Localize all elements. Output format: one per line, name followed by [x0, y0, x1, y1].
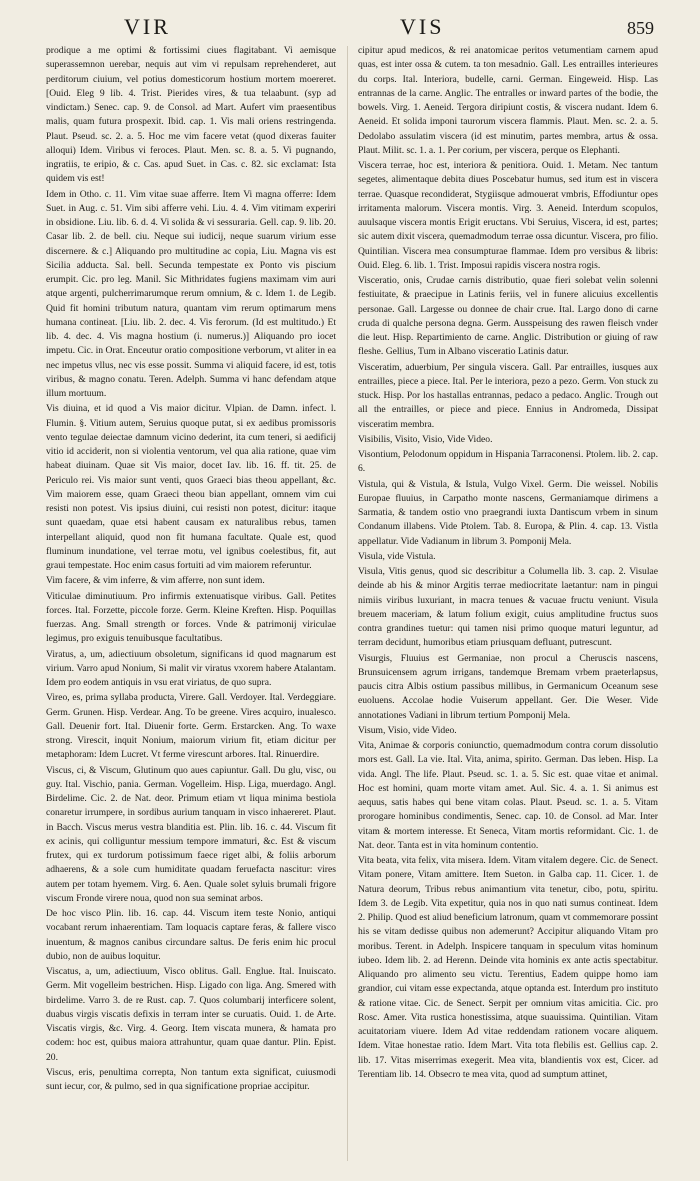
left-text-column	[46, 44, 336, 1169]
header-right-catchword: VIS	[400, 14, 445, 39]
dictionary-entry: Viscus, eris, penultima correpta, Non tantum exta significat, cuiusmodi sunt iecur, cor, & pulmo, sed in qua significatione propriae accipitur.	[46, 1066, 336, 1092]
dictionary-entry: Idem in Otho. c. 11. Vim vitae suae afferre. Item Vi magna offerre: Idem Suet. in Aug. c. 51. Vim sibi afferre vehi. Liu. 4. 4. Vim vitimam experiri in obsidione. Liu. lib. 6. d. 4. Vi solida & vi sessuraria. Gell. cap. 9. lib. 20. Casar lib. 2. de bell. ciu. Neque sui iudicij, neque suarum virium esse discernere. & c.] Aliquando pro multitudine ac copia, Liu. Magna vis est Sicilia adducta. Sal. bell. Secunda tempestate ex Ponto vis piscium erumpit. Cic. pro leg. Manil. Sic Mithridates fugiens maximam vim auri atque argenti, pulcherrimarumque rerum omnium, & c. Idem 1. de Legib. Quid fit homini tributum natura, quantam vim rerum optimarum mens humana contineat. [Liu. lib. 2. dec. 4. Vis ferorum. (Id est multitudo.) Et lib. 4. dec. 4. Vis magna hostium (i. numerus.)] Aliquando pro iocet impetu. Cic. in Orat. Enceutur oratio compositione verborum, vt aliter in ea nec impetus vllus, nec vis esse possit. Summa vi aliquid facere, id est, totis viribus, & magno conatu. Teren. Adelph. Summa vi hanc defendam atque illum mortuum.	[46, 188, 336, 399]
dictionary-entry: Vis diuina, et id quod a Vis maior dicitur. Vlpian. de Damn. infect. l. Flumin. §. Vitium autem, Seruius quoque putat, si ex aedibus promissoris vento tegulae deiectae damnum vicino dederint, ita cum teneri, si aedificij vitio id acciderit, non si violentia ventorum, vel qua alia ratione, quae vim habeat diuinam. Quae sit Vis maior, docet Iav. lib. 16. ff. tit. 25. de Periculo rei. Vis maior sunt venti, quos Graeci bias theou appellant, &c. Vim maiorem esse, quam Graeci theou bian appellant, omnem vim cui resisti non potest. Vis ipsius diuini, cui resisti non potest, dicitur: itaque sunt quaedam, quae etsi habent causam ex naturalibus rebus, tamen interpellant aliquid, quod non fit humana facultate. Quale est, quod fluminum inundatione, vel terrae motu, vel ignibus coelestibus, fit, aut graui tempestate. Hoc enim casus fortuiti ad vim maiorem referuntur.	[46, 403, 336, 571]
dictionary-entry: Visceratio, onis, Crudae carnis distributio, quae fieri solebat velin solenni festiuitate, & praecipue in Latinis feriis, vel in funere alicuius excellentis personae. Gall. Largesse ou donnee de chair crue. Ital. Largo dono di carne cruda di qualche persona degna. Germ. Ausspeisung des rawen fleisch vnder die leut. Hisp. Repartimiento de carne. Anglic. Distribution or giuing of raw fleshe. Gellius, Tum in Albano visceratio Latinis datur.	[358, 275, 658, 358]
dictionary-entry: Visurgis, Fluuius est Germaniae, non procul a Cheruscis nascens, Brunsuicensem agrum irrigans, tandemque Bremam vrbem praeterlapsus, paucis citra Albis ostium passibus millibus, in Germanicum Oceanum sese euoluens. Accolae hodie Vuiserum appellant. Ger. Die Weser. Vide annotationes Vadiani in librum tertium Pomponij Mela.	[358, 652, 658, 721]
dictionary-entry: Visibilis, Visito, Visio, Vide Video.	[358, 433, 493, 445]
column-divider	[347, 46, 348, 1161]
dictionary-entry: Vistula, qui & Vistula, & Istula, Vulgo Vixel. Germ. Die weissel. Nobilis Europae fluuius, in Carpatho monte nascens, Germaniamque dirimens a Sarmatia, & tandem ostio vno praegrandi iuxta Dantiscum vrbem in sinum Condanum illabens. Vide Ptolem. Tab. 8. Europa, & Plin. 4. cap. 13. Vistla appellatur. Vide Vadianum in librum 3. Pomponij Mela.	[358, 478, 658, 547]
running-header	[0, 14, 700, 42]
dictionary-entry: prodique a me optimi & fortissimi ciues flagitabant. Vi aemisque superassemnon uerebar, nequis aut vim vi repulsam reprehenderet, aut perditorum ciuium, vel potius domesticorum hostium mortem moereret. [Ouid. Eleg 9 lib. 4. Trist. Pierides vires, & tua telaabunt. (syp ad vindictam.) Senec. cap. 9. de Consol. ad Mart. Aufert vim praesentibus malis, quam futura prospexit. Ibid. cap. 1. Vis mali oriens restringenda. Plaut. Pseud. sc. 2. a. 5. Hoc me vim facere vetat (quod dixeras fauiter alloqui) Idem. Viribus vi feroces. Plaut. Men. sc. 8. a. 5. Vi pugnando, ingratiis, te eripio, & c. Cas. apud Suet. in Cas. c. 82. sic exclamat: Ista quidem vis est!	[46, 45, 336, 185]
dictionary-entry: Visceratim, aduerbium, Per singula viscera. Gall. Par entrailles, iusques aux entrailles, piece a piece. Ital. Per le interiora, pezo a pezo. Germ. Von stuck zu stuck. Hisp. Por los hastallas entrannas, pedaco a pedaco. Anglic. Trough out all the entrailles, or piece and piece. Ennius in Andromeda, Dissipat visceratim membra.	[358, 361, 658, 430]
dictionary-entry: Vita beata, vita felix, vita misera. Idem. Vitam vitalem degere. Cic. de Senect. Vitam ponere, Vitam amittere. Item Sueton. in Galba cap. 11. Cicer. 1. de Natura deorum, Tribus rebus animantium vita tenetur, cibo, potu, spiritu. Idem 3. de Legib. Vita expetitur, quia nos in quo nati sumus contineat. Idem 2. Philip. Quod est aliud beneficium latronum, quam vt commemorare possint his se vitam dedisse quibus non ademerunt? Accipitur aliquando Vitam pro moribus. Terent. in Adelph. Inspicere tanquam in speculum vitas hominum iubeo. Idem lib. 2. ad Herenn. Deinde vita hominis ex ante actis spectabitur. Aliquando pro alimento seu victu. Terentius, Eadem quippe homo iam grandior, cui vitam esse expectanda, atque optanda est. Interdum pro instituto & ratione vitae. Cic. de Senect. Serpit per omnium vitas amicitia. Cic. pro Rosc. Amer. Vita rustica honestissima, atque suauissima. Quintilian. Vitam acuitatoriam viuere. Idem Ad vitae reddendam rationem vocare aliquem. Idem. Vitae honestae ratio. Idem Mart. Vita tota flebilis est. Gellius cap. 2. lib. 17. Vitas miserrimas exegerit. Mea vita, blandientis vox est, Cicer. ad Terentiam lib. 14. Obsecro te mea vita, quod ad sumptum attinet,	[358, 855, 658, 1080]
page-number: 859	[627, 18, 654, 38]
dictionary-entry: Visula, vide Vistula.	[358, 550, 436, 562]
dictionary-entry: cipitur apud medicos, & rei anatomicae peritos vetumentiam carnem apud quas, est inter ossa & cutem. ta ton mesadnio. Gall. Les entrailles interieures du corps. Ital. Interiora, budelle, carni. German. Eingeweid. Hisp. Las entrannas de la carne. Anglic. The entralles or inward partes of the bodie, the bowels. Virg. 1. Aeneid. Tergora diripiunt costis, & viscera nudant. Idem 6. Aeneid. Et solida imponi taurorum viscera flammis. Plaut. Men. sc. 2. a. 5. Dedolabo assulatim viscera (id est minutim, partes membra, artus & ossa. Plaut. Milit. sc. 1. a. 1. Per corium, per viscera, perque os Elephanti.	[358, 45, 658, 156]
dictionary-entry: Vim facere, & vim inferre, & vim afferre, non sunt idem.	[46, 575, 265, 587]
right-text-column	[358, 44, 658, 1169]
dictionary-entry: Viscatus, a, um, adiectiuum, Visco oblitus. Gall. Englue. Ital. Inuiscato. Germ. Mit vogelleim bestrichen. Hisp. Ligado con liga. Ang. Smered with birdelime. Varro 3. de re Rust. cap. 7. Quos columbarij interficere solent, duabus virgis viscatis defixis in terram inter se curuatis. Ouid. 1. de Arte. Viscatis virgis, &c. Virg. 4. Georg. Item viscata munera, & hamata pro codem: hoc est, quibus maiora attrahuntur, quam quae dantur. Plin. Epist. 20.	[46, 966, 336, 1063]
dictionary-entry: Viticulae diminutiuum. Pro infirmis extenuatisque viribus. Gall. Petites forces. Ital. Forzette, piccole forze. Germ. Kleine Kreften. Hisp. Poquillas fuerzas. Ang. Small strength or forces. Vnde & patrimonij viriculae legimus, pro exiguis tenuibusque facultatibus.	[46, 590, 336, 645]
dictionary-entry: Visula, Vitis genus, quod sic describitur a Columella lib. 3. cap. 2. Visulae deinde ab his & minor Argitis terrae mediocritate laetantur: nam in pingui nimiis viribus luxuriant, in macra tenues & vacuae fructu veniunt. Visula breuem maceriam, & latum folium exigit, cuius amplitudine fructus suos contra grandines tuetur: qui tamen nisi primo quoque maturi leguntur, ad terram decidunt, humoribus etiam priusquam defluant, putrescunt.	[358, 566, 658, 649]
dictionary-entry: Viratus, a, um, adiectiuum obsoletum, significans id quod magnarum est virium. Varro apud Nonium, Si malit vir viratus vxorem habere Atalantam. Idem pro eodem antiquis in vsu erat viriatus, de quo supra.	[46, 648, 336, 688]
dictionary-entry: Vita, Animae & corporis coniunctio, quemadmodum contra corum dissolutio mors est. Gall. La vie. Ital. Vita, anima, spirito. German. Das leben. Hisp. La vida. Angl. The life. Plaut. Pseud. sc. 1. a. 5. Sic est. quae vitae et animal. Hoc est homini, quam morte vitam amet. Aul. Sic. 4. a. 1. Si animus est aequus, satis habes qui bene vitam colas. Plaut. Pseud. sc. 1. a. 5. Vitam prorogare hominibus condimentis, Senec. cap. 10. de Consol. ad Mar. Inter vitam & mortem interesse. Et Seneca, Vitam mortis reformidant. Cic. 1. de Nat. deor. Tanta est in vita hominum contentio.	[358, 740, 658, 851]
dictionary-entry: Vireo, es, prima syllaba producta, Virere. Gall. Verdoyer. Ital. Verdeggiare. Germ. Grunen. Hisp. Verdear. Ang. To be greene. Vires acquiro, inualesco. Gall. Deuenir fort. Ital. Diuenir forte. Germ. Erstarcken. Ang. To waxe strong. Virescit, inquit Nonium, maiorum virium fit, etiam dicitur per metaphoram: Idem Lucret. Vt ferme virescunt arbores. Ital. Rinuerdire.	[46, 692, 336, 761]
dictionary-entry: Visontium, Pelodonum oppidum in Hispania Tarraconensi. Ptolem. lib. 2. cap. 6.	[358, 449, 658, 475]
dictionary-entry: Viscera terrae, hoc est, interiora & penitiora. Ouid. 1. Metam. Nec tantum segetes, alimentaque debita diues Poscebatur humus, sed itum est in viscera terrae. Quasque recondiderat, Stygiisque admouerat vmbris, Effodiuntur opes irritamenta malorum. Viscera montis. Virg. 3. Aeneid. Interdum scopulos, auulsaque viscera montis Erigit eructans. Vbi Seruius, Viscera, id est, partes; sic autem dixit viscera, quemadmodum terrae ossa dicuntur. Viscera, pro filio. Quintilian. Viscera mea consumpturae flammae. Idem pro versibus & libris: Ouid. Eleg. 6. lib. 1. Trist. Imposui rapidis viscera nostra rogis.	[358, 160, 658, 271]
header-left-catchword: VIR	[124, 14, 171, 39]
dictionary-entry: Visum, Visio, vide Video.	[358, 724, 457, 736]
dictionary-entry: De hoc visco Plin. lib. 16. cap. 44. Viscum item teste Nonio, antiqui vocabant rerum inhaerentiam. Tam loquacis captare feras, & fallere visco inuentum, & magnos canibus circundare saltus. De feris enim hic procul dubio, non de auibus loquitur.	[46, 908, 336, 962]
dictionary-entry: Viscus, ci, & Viscum, Glutinum quo aues capiuntur. Gall. Du glu, visc, ou guy. Ital. Vischio, pania. German. Vogelleim. Hisp. Liga, muerdago. Angl. Birdelime. Cic. 2. de Nat. deor. Primum etiam vt liqua minima bestiola conaretur irrumpere, in sordibus aurium tanquam in visco inhaereret. Plaut. in Bacch. Viscus merus vestra blanditia est. Plin. lib. 16. c. 44. Viscum fit ex acinis, qui colliguntur messium tempore immaturi, &c. Est & viscum frutex, qui ex turdorum potissimum faece riget albi, & foliis arborum adhaerens, & a sole cum humiditate quadam feruefacta nascitur: vires autem per totam hyemem. Virg. 6. Aen. Quale solet syluis brumali frigore viscum Fronde virere noua, quod non sua seminat arbos.	[46, 764, 336, 904]
